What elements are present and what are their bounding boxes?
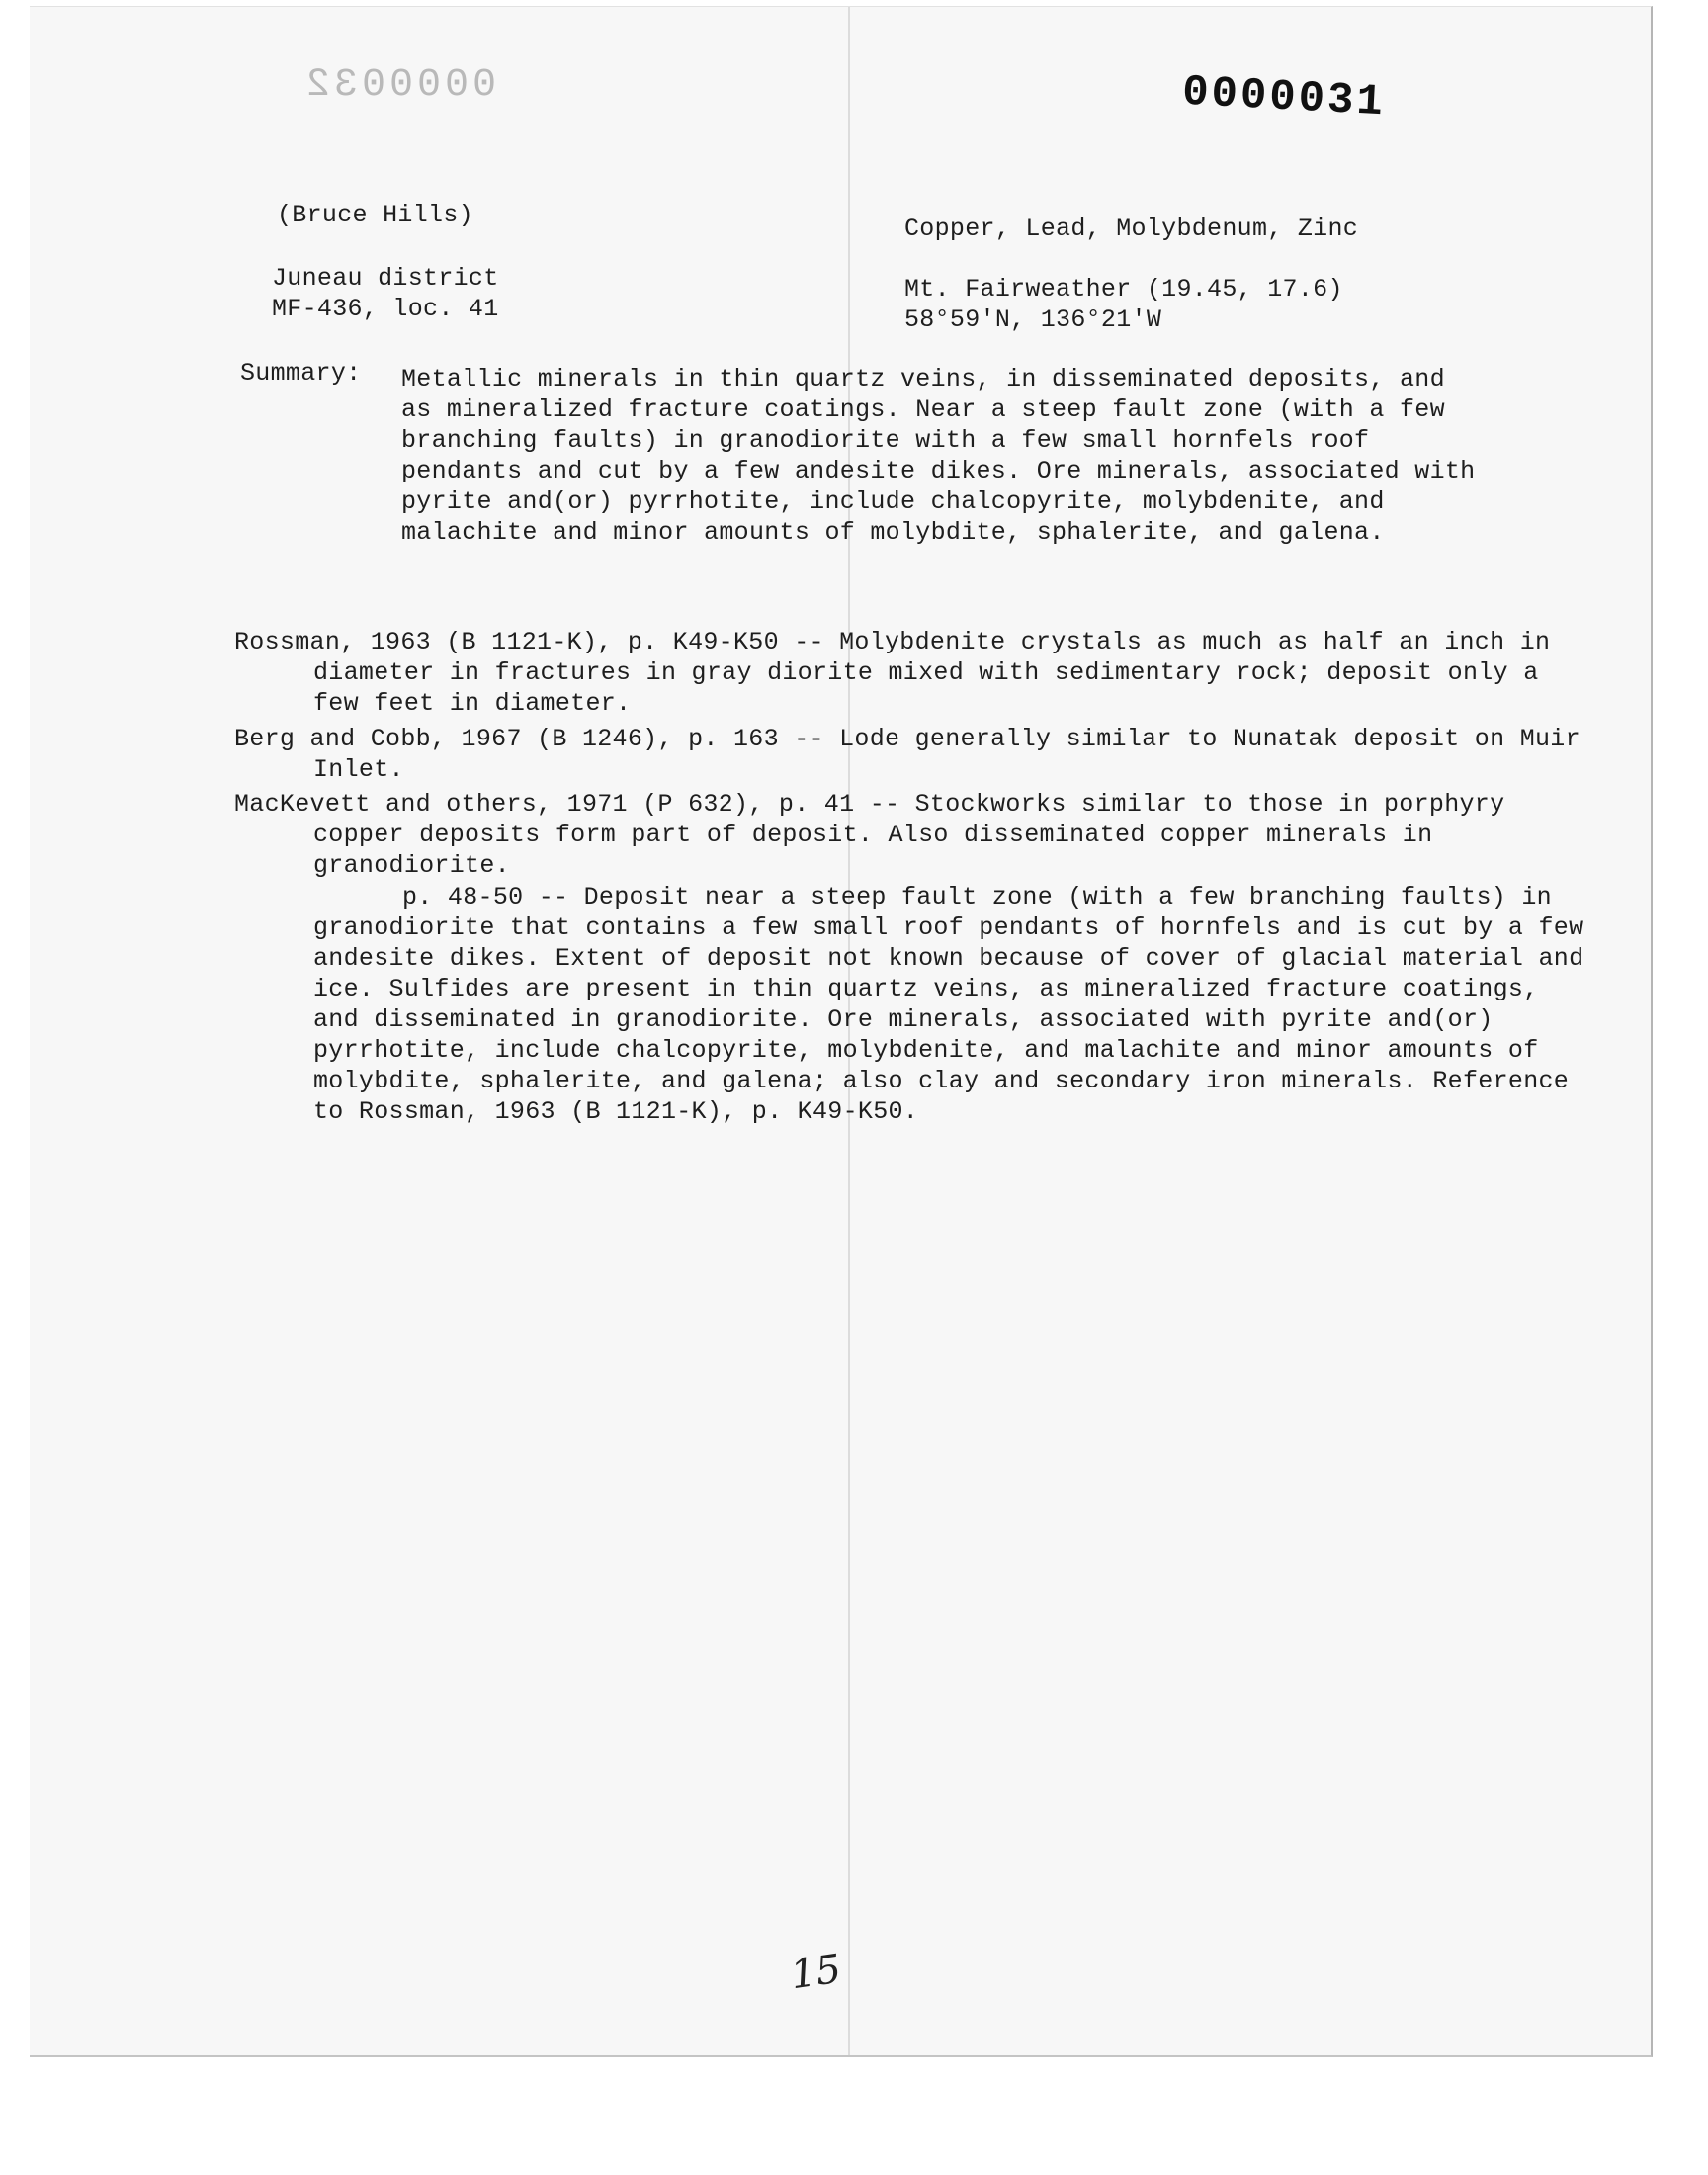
- reference-entry: Rossman, 1963 (B 1121-K), p. K49-K50 -- Molybdenite crystals as much as half an inch in diameter in fractures in gray diorite mixed with sedimentary rock; deposit only a few feet in diameter.: [234, 628, 1551, 718]
- deposit-name: (Bruce Hills): [277, 201, 473, 229]
- reference-entry: MacKevett and others, 1971 (P 632), p. 41 -- Stockworks similar to those in porphyry copper deposits form part of deposit. Also disseminated copper minerals in granodiorite.: [234, 790, 1505, 880]
- reference-continuation: [234, 882, 1588, 1127]
- page-number: 15: [788, 1946, 844, 1999]
- map-location-ref: MF-436, loc. 41: [272, 295, 499, 323]
- document-number: 0000031: [1180, 67, 1388, 129]
- district: Juneau district: [272, 264, 499, 293]
- bleed-through-number: 0000032: [302, 63, 497, 108]
- commodities: Copper, Lead, Molybdenum, Zinc: [904, 215, 1359, 243]
- summary-label: Summary:: [240, 359, 362, 388]
- reference-entry: Berg and Cobb, 1967 (B 1246), p. 163 -- Lode generally similar to Nunatak deposit on Muir Inlet.: [234, 725, 1580, 784]
- quadrangle: Mt. Fairweather (19.45, 17.6): [904, 275, 1343, 304]
- coordinates: 58°59'N, 136°21'W: [904, 305, 1162, 334]
- summary-text: Metallic minerals in thin quartz veins, in disseminated deposits, and as mineralized fracture coatings. Near a steep fault zone (with a few branching faults) in granodiorite with a few small hornfels roof pendants and cut by a few andesite dikes. Ore minerals, associated with pyrite and(or) pyrrhotite, include chalcopyrite, molybdenite, and malachite and minor amounts of molybdite, sphalerite, and galena.: [401, 365, 1476, 547]
- reference-continuation-text: p. 48-50 -- Deposit near a steep fault zone (with a few branching faults) in granodiorite that contains a few small roof pendants of hornfels and is cut by a few andesite dikes. Extent of deposit not known because of cover of glacial material and ice. Sulfides are present in thin quartz veins, as mineralized fracture coatings, and disseminated in granodiorite. Ore minerals, associated with pyrite and(or) pyrrhotite, include chalcopyrite, molybdenite, and malachite and minor amounts of molybdite, sphalerite, and galena; also clay and secondary iron minerals. Reference to Rossman, 1963 (B 1121-K), p. K49-K50.: [313, 883, 1584, 1126]
